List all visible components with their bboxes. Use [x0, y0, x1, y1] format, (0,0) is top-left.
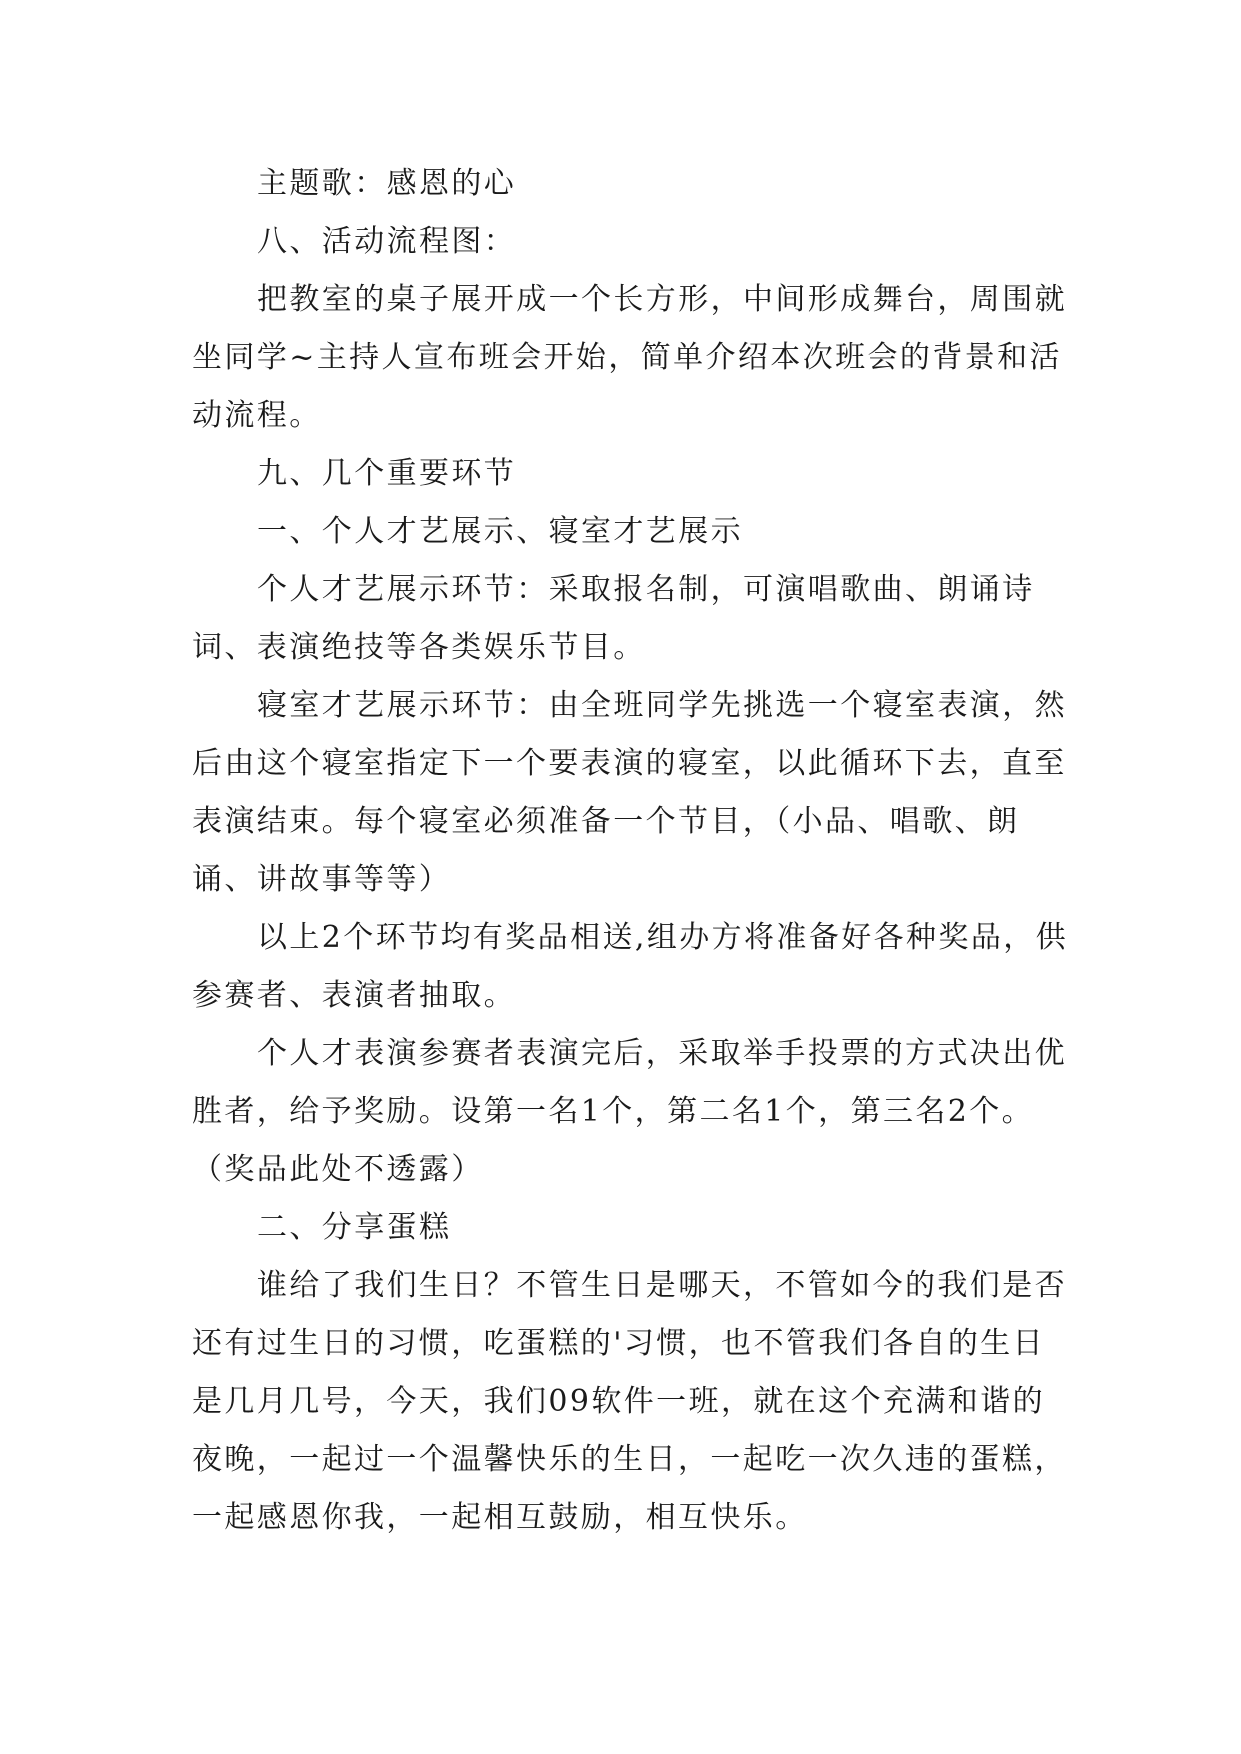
heading-activity-flow: 八、活动流程图： — [257, 224, 517, 259]
paragraph-activity-flow: 把教室的桌子展开成一个长方形，中间形成舞台，周围就坐同学~主持人宣布班会开始，简单介绍本次班会的背景和活动流程。 — [192, 282, 1067, 433]
heading-talent-show: 一、个人才艺展示、寝室才艺展示 — [257, 514, 743, 549]
paragraph-personal-talent: 个人才艺展示环节：采取报名制，可演唱歌曲、朗诵诗词、表演绝技等各类娱乐节目。 — [192, 572, 1035, 665]
heading-share-cake: 二、分享蛋糕 — [257, 1210, 452, 1245]
heading-key-segments: 九、几个重要环节 — [257, 456, 517, 491]
paragraph-dorm-talent: 寝室才艺展示环节：由全班同学先挑选一个寝室表演，然后由这个寝室指定下一个要表演的寝室，以此循环下去，直至表演结束。每个寝室必须准备一个节目，（小品、唱歌、朗诵、讲故事等等） — [192, 688, 1067, 897]
paragraph-theme-song: 主题歌：感恩的心 — [257, 166, 517, 201]
paragraph-prizes: 以上2个环节均有奖品相送,组办方将准备好各种奖品，供参赛者、表演者抽取。 — [192, 920, 1069, 1013]
paragraph-birthday: 谁给了我们生日？不管生日是哪天，不管如今的我们是否还有过生日的习惯，吃蛋糕的'习惯，也不管我们各自的生日是几月几号，今天，我们09软件一班，就在这个充满和谐的夜晚，一起过一个温馨快乐的生日，一起吃一次久违的蛋糕，一起感恩你我，一起相互鼓励，相互快乐。 — [192, 1268, 1067, 1535]
document-body — [192, 155, 1072, 1547]
paragraph-voting: 个人才表演参赛者表演完后，采取举手投票的方式决出优胜者，给予奖励。设第一名1个，第二名1个，第三名2个。（奖品此处不透露） — [192, 1036, 1067, 1187]
